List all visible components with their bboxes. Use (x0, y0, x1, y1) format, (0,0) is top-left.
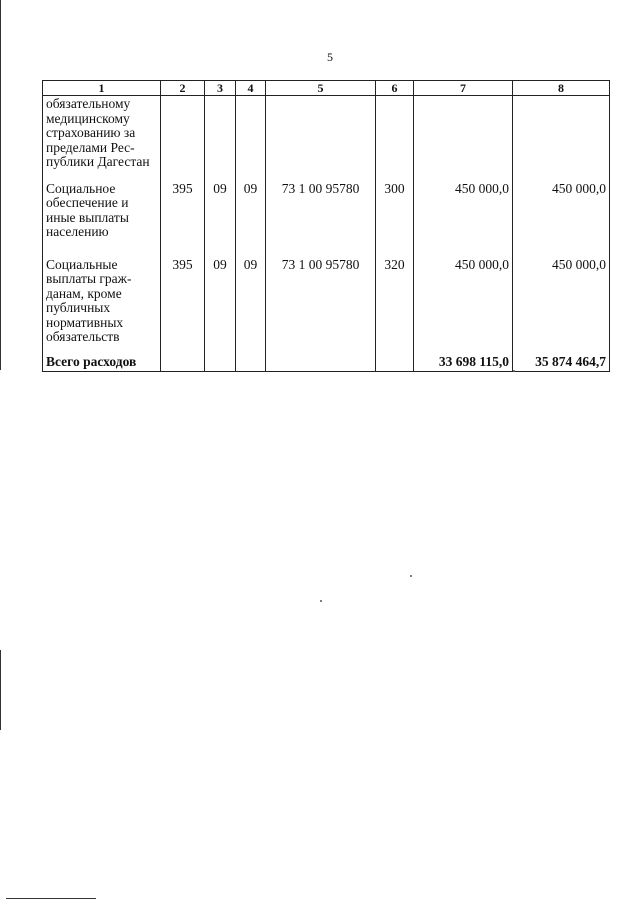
total-amount-col7: 33 698 115,0 (414, 355, 513, 372)
column-header-8: 8 (513, 81, 610, 96)
column-header-3: 3 (205, 81, 236, 96)
row-amount-col7 (414, 96, 513, 182)
total-empty-cell (266, 355, 376, 372)
column-header-1: 1 (43, 81, 161, 96)
row-subsection: 09 (236, 182, 266, 258)
row-admin-code (161, 96, 205, 182)
column-header-6: 6 (376, 81, 414, 96)
expenditure-table (42, 80, 610, 372)
total-empty-cell (376, 355, 414, 372)
row-section: 09 (205, 258, 236, 355)
total-empty-cell (161, 355, 205, 372)
total-empty-cell (236, 355, 266, 372)
table-row (43, 182, 610, 258)
column-header-5: 5 (266, 81, 376, 96)
scan-edge-mark (0, 0, 1, 370)
total-label: Всего расходов (43, 355, 161, 372)
row-section: 09 (205, 182, 236, 258)
row-amount-col8: 450 000,0 (513, 182, 610, 258)
row-subsection (236, 96, 266, 182)
row-amount-col8 (513, 96, 610, 182)
column-header-4: 4 (236, 81, 266, 96)
scan-speck (410, 575, 412, 577)
table-row (43, 258, 610, 355)
row-target-article (266, 96, 376, 182)
row-expense-type: 320 (376, 258, 414, 355)
row-subsection: 09 (236, 258, 266, 355)
table-total-row (43, 355, 610, 372)
total-empty-cell (205, 355, 236, 372)
row-admin-code: 395 (161, 258, 205, 355)
row-target-article: 73 1 00 95780 (266, 258, 376, 355)
row-name: Социальные выплаты гражданам, кроме публичных нормативных обязательств (43, 258, 161, 355)
row-amount-col7: 450 000,0 (414, 182, 513, 258)
page-number: 5 (327, 50, 333, 64)
row-expense-type: 300 (376, 182, 414, 258)
table-row (43, 96, 610, 182)
row-target-article: 73 1 00 95780 (266, 182, 376, 258)
row-name: обязательному медицинскому страхованию за пределами Республики Дагестан (43, 96, 161, 182)
table-header-row (43, 81, 610, 96)
column-header-7: 7 (414, 81, 513, 96)
row-name: Социальное обеспечение и иные выплаты населению (43, 182, 161, 258)
row-expense-type (376, 96, 414, 182)
scan-bottom-mark (6, 898, 96, 899)
row-section (205, 96, 236, 182)
scan-speck (513, 370, 515, 372)
column-header-2: 2 (161, 81, 205, 96)
scan-edge-mark (0, 650, 1, 730)
total-amount-col8: 35 874 464,7 (513, 355, 610, 372)
row-amount-col7: 450 000,0 (414, 258, 513, 355)
row-admin-code: 395 (161, 182, 205, 258)
row-amount-col8: 450 000,0 (513, 258, 610, 355)
scan-speck (320, 600, 322, 602)
